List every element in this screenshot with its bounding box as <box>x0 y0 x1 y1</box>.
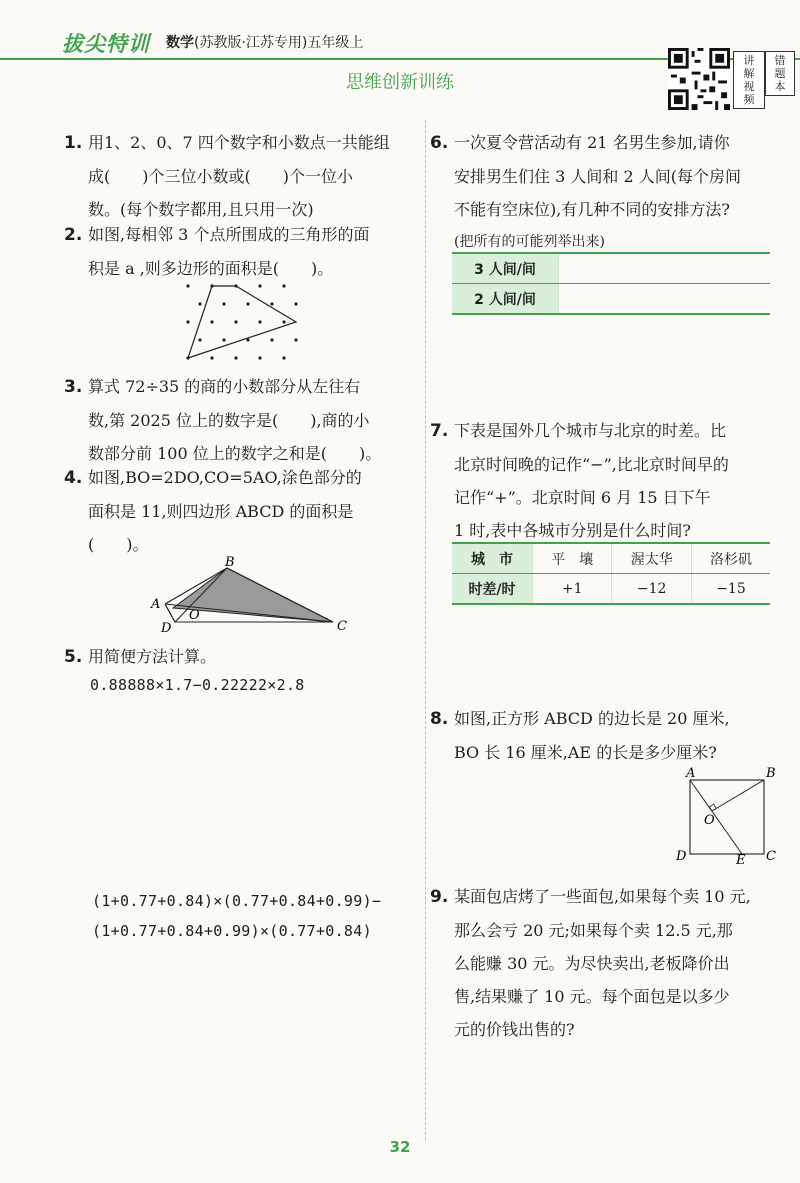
question-number: 1. <box>64 133 83 153</box>
row-header: 时差/时 <box>452 574 533 605</box>
row-header: 3 人间/间 <box>452 253 559 284</box>
question-text: 某面包店烤了一些面包,如果每个卖 10 元, <box>454 887 751 906</box>
qr-label-char: 讲 <box>743 54 755 67</box>
question-4 <box>64 461 419 561</box>
table-row <box>452 574 770 605</box>
label-e: E <box>736 853 746 866</box>
question-6 <box>430 126 775 259</box>
column-header: 城 市 <box>452 543 533 574</box>
table-cell: −12 <box>612 574 691 605</box>
column-header: 渥太华 <box>612 543 691 574</box>
question-text: 面积是 11,则四边形 ABCD 的面积是 <box>88 502 354 521</box>
subject-name: 数学 <box>166 35 194 51</box>
quadrilateral-abcd-figure <box>145 556 360 638</box>
table-cell: −15 <box>691 574 770 605</box>
question-text: 1 时,表中各城市分别是什么时间? <box>454 521 691 540</box>
question-7 <box>430 414 775 547</box>
label-c: C <box>766 849 776 864</box>
row-header: 2 人间/间 <box>452 284 559 315</box>
question-8 <box>430 702 775 769</box>
answer-cell[interactable] <box>559 253 771 284</box>
label-b: B <box>225 556 235 570</box>
segment-ae <box>690 780 742 854</box>
question-number: 6. <box>430 133 449 153</box>
brand-logo: 拔尖特训 <box>62 32 150 56</box>
question-5 <box>64 640 419 674</box>
section-title: 思维创新训练 <box>346 72 454 93</box>
expression-2-line1: (1+0.77+0.84)×(0.77+0.84+0.99)− <box>92 892 382 910</box>
qr-label-char: 频 <box>743 93 755 106</box>
question-1 <box>64 126 419 226</box>
question-text: 售,结果赚了 10 元。每个面包是以多少 <box>454 987 730 1006</box>
question-text: BO 长 16 厘米,AE 的长是多少厘米? <box>454 743 717 762</box>
question-text: 那么会亏 20 元;如果每个卖 12.5 元,那 <box>454 921 733 940</box>
page-number: 32 <box>389 1138 411 1156</box>
time-difference-table <box>452 542 770 605</box>
question-text: 数,第 2025 位上的数字是( ),商的小 <box>88 411 370 430</box>
question-number: 5. <box>64 647 83 667</box>
qr-label-char: 解 <box>743 67 755 80</box>
question-text: 一次夏令营活动有 21 名男生参加,请你 <box>454 133 730 152</box>
expression-2-line2: (1+0.77+0.84+0.99)×(0.77+0.84) <box>92 922 372 940</box>
column-header: 平 壤 <box>533 543 612 574</box>
question-text: (把所有的可能列举出来) <box>454 234 605 250</box>
label-c: C <box>337 619 347 634</box>
question-text: 元的价钱出售的? <box>454 1020 575 1039</box>
qr-label-char: 本 <box>774 80 786 93</box>
dot-grid <box>186 284 297 359</box>
label-a: A <box>686 766 696 781</box>
label-o: O <box>704 813 715 828</box>
question-9 <box>430 880 780 1046</box>
qr-label-char: 错 <box>774 54 786 67</box>
question-text: 用简便方法计算。 <box>88 647 217 666</box>
square-outline <box>690 780 764 854</box>
label-a: A <box>151 597 161 612</box>
qr-label-char: 题 <box>774 67 786 80</box>
question-text: ( )。 <box>88 535 149 554</box>
column-header: 洛杉矶 <box>691 543 770 574</box>
mistake-book-label[interactable] <box>765 51 795 96</box>
label-d: D <box>676 849 687 864</box>
question-number: 7. <box>430 421 449 441</box>
dot-grid-polygon-figure <box>180 278 310 368</box>
question-text: 如图,每相邻 3 个点所围成的三角形的面 <box>88 225 370 244</box>
question-text: 下表是国外几个城市与北京的时差。比 <box>454 421 727 440</box>
question-text: 如图,正方形 ABCD 的边长是 20 厘米, <box>454 709 730 728</box>
question-text: 算式 72÷35 的商的小数部分从左往右 <box>88 377 361 396</box>
question-number: 4. <box>64 468 83 488</box>
video-explanation-label[interactable] <box>733 51 765 109</box>
question-number: 8. <box>430 709 449 729</box>
book-edition: (苏教版·江苏专用)五年级上 <box>194 35 364 51</box>
room-arrangement-table <box>452 252 770 315</box>
question-text: 用1、2、0、7 四个数字和小数点一共能组 <box>88 133 390 152</box>
question-text: 安排男生们住 3 人间和 2 人间(每个房间 <box>454 167 741 186</box>
qr-code-icon[interactable] <box>668 48 730 110</box>
label-b: B <box>766 766 776 781</box>
label-d: D <box>161 621 172 636</box>
question-text: 积是 a ,则多边形的面积是( )。 <box>88 259 334 278</box>
question-text: 数。(每个数字都用,且只用一次) <box>88 200 314 219</box>
label-o: O <box>189 608 200 623</box>
table-row <box>452 284 770 315</box>
column-divider <box>425 120 426 1140</box>
answer-cell[interactable] <box>559 284 771 315</box>
question-text: 么能赚 30 元。为尽快卖出,老板降价出 <box>454 954 730 973</box>
question-text: 成( )个三位小数或( )个一位小 <box>88 167 353 186</box>
square-abcd-figure <box>672 766 780 866</box>
question-number: 9. <box>430 887 449 907</box>
question-text: 数部分前 100 位上的数字之和是( )。 <box>88 444 382 463</box>
book-subject <box>166 32 363 52</box>
expression-1: 0.88888×1.7−0.22222×2.8 <box>90 676 305 694</box>
table-row <box>452 253 770 284</box>
question-text: 记作“+”。北京时间 6 月 15 日下午 <box>454 488 711 507</box>
question-text: 北京时间晚的记作“−”,比北京时间早的 <box>454 455 729 474</box>
question-2 <box>64 218 419 285</box>
polygon-outline <box>188 286 296 358</box>
qr-label-char: 视 <box>743 80 755 93</box>
table-cell: +1 <box>533 574 612 605</box>
question-number: 3. <box>64 377 83 397</box>
table-row <box>452 543 770 574</box>
question-3 <box>64 370 424 470</box>
question-text: 如图,BO=2DO,CO=5AO,涂色部分的 <box>88 468 362 487</box>
question-text: 不能有空床位),有几种不同的安排方法? <box>454 200 730 219</box>
segment-bo <box>712 780 764 811</box>
question-number: 2. <box>64 225 83 245</box>
